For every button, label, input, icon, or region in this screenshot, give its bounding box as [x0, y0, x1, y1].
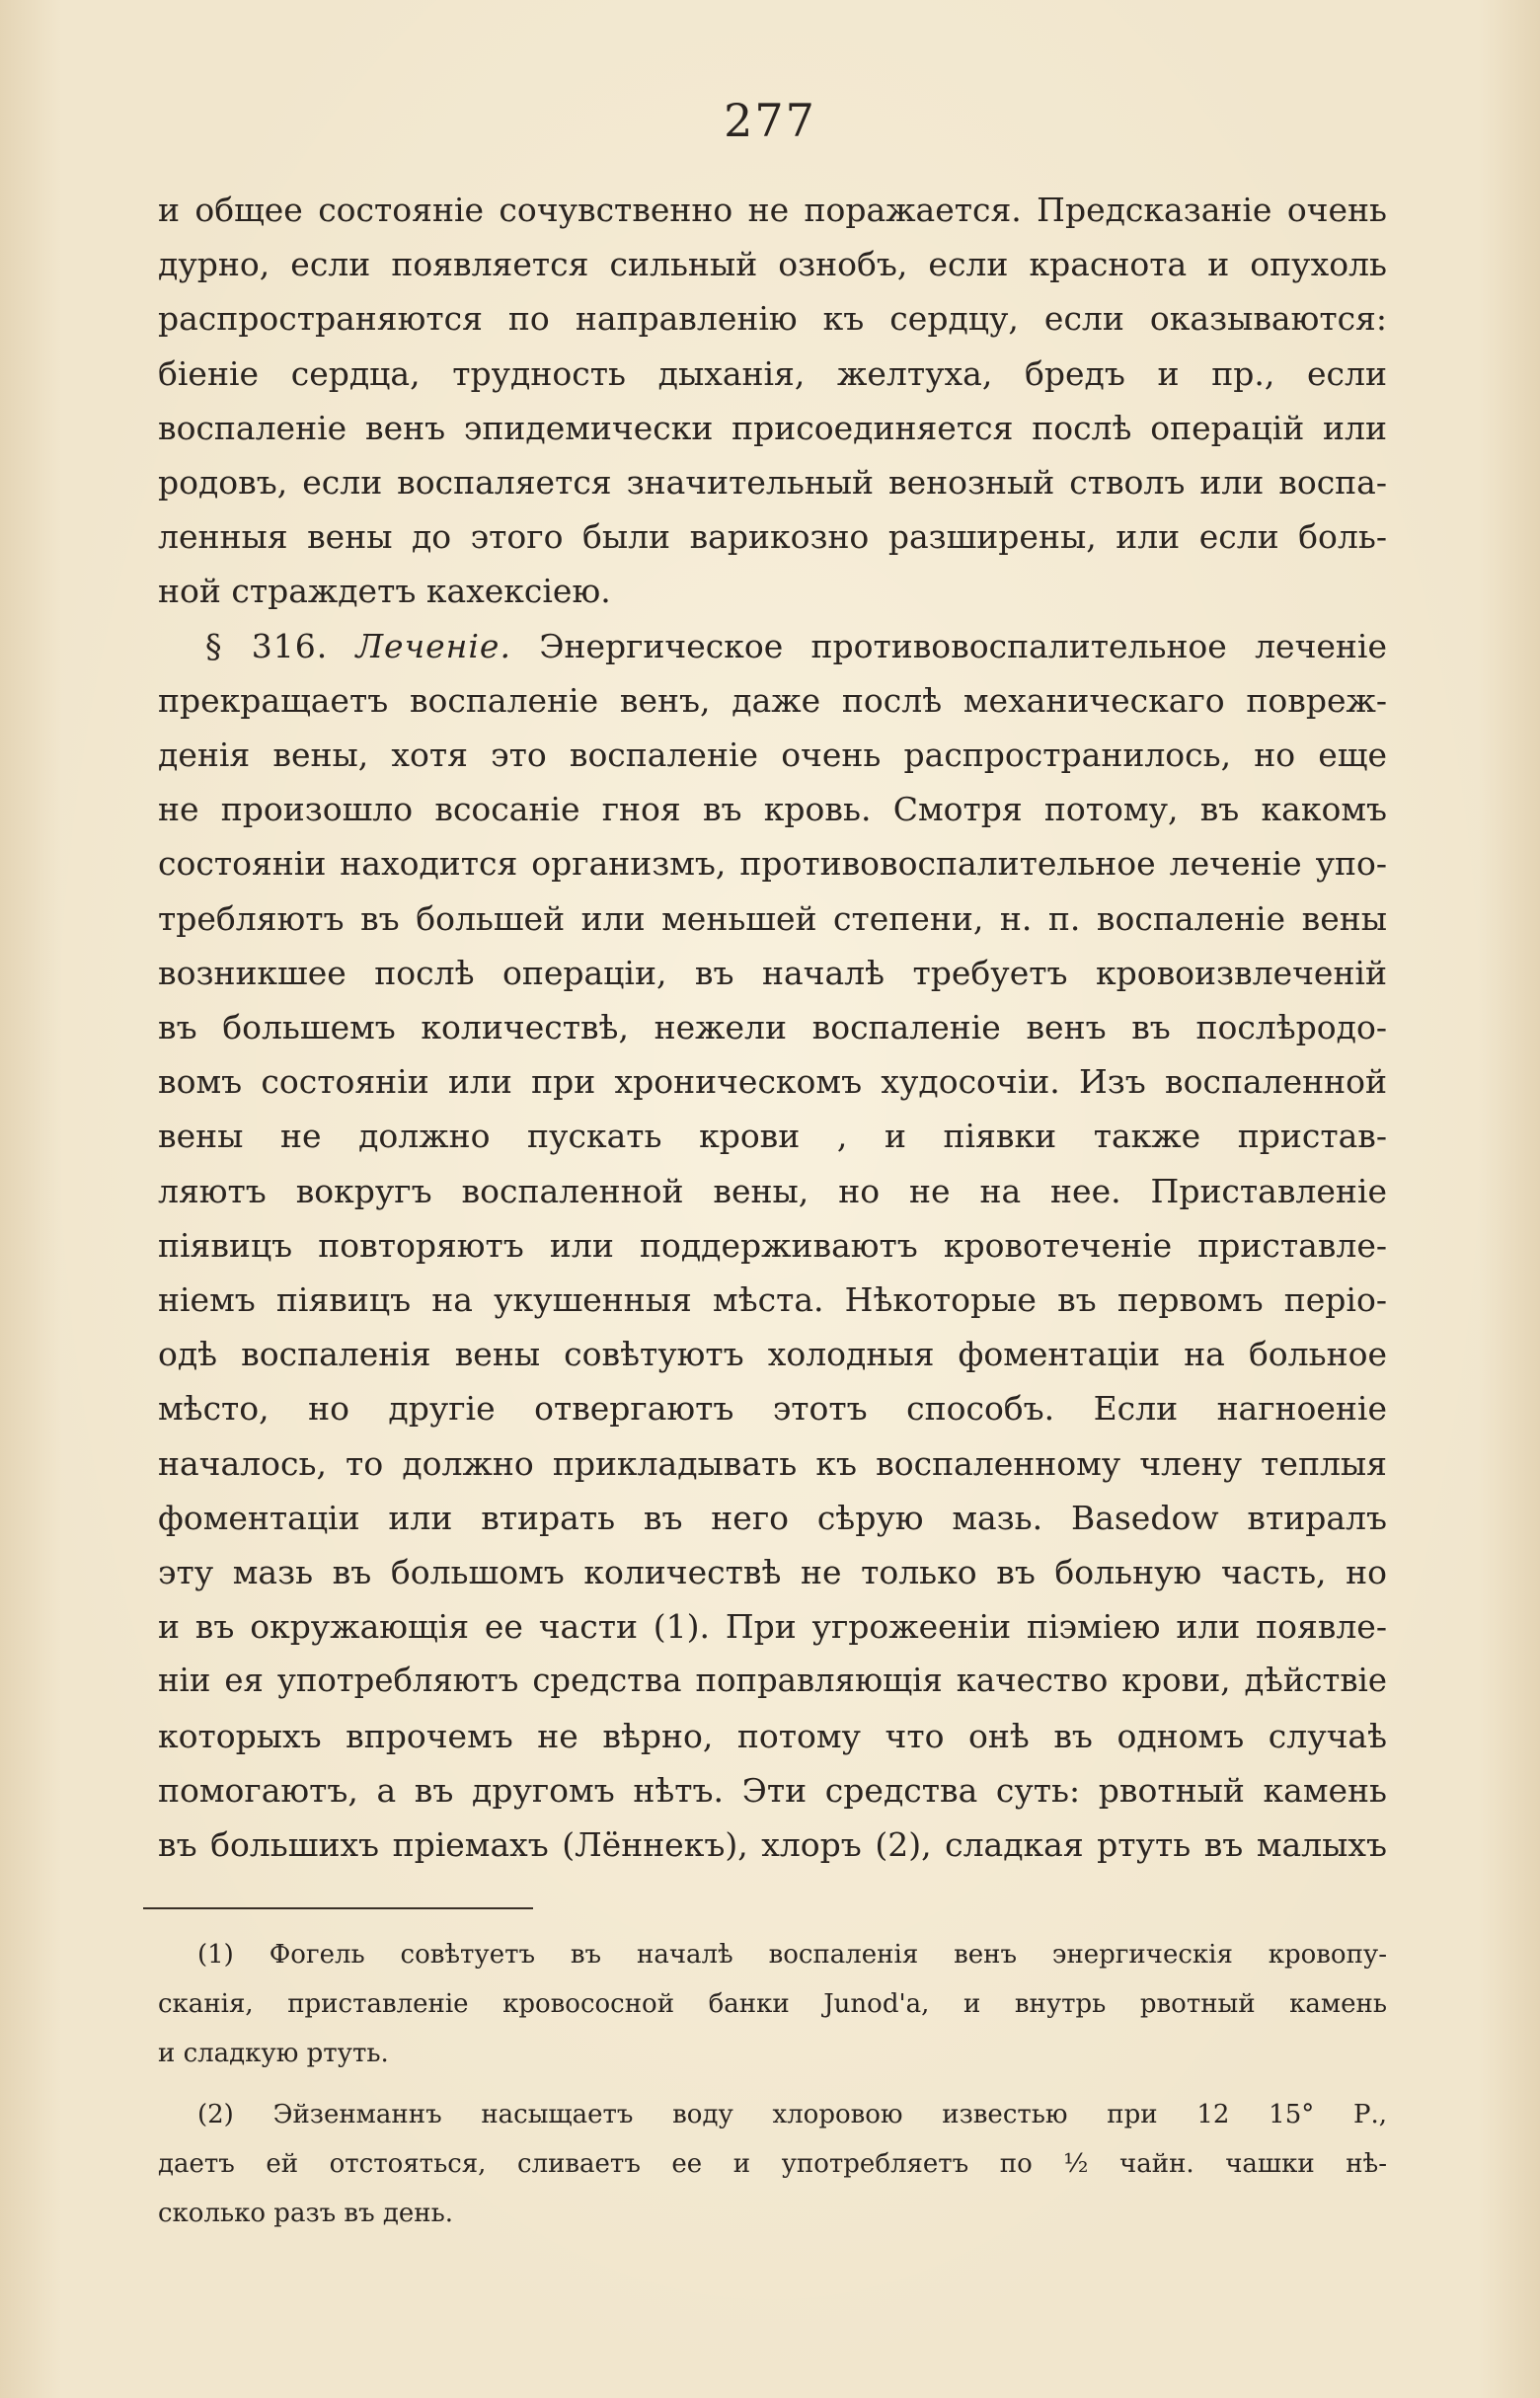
text-line: въ большихъ пріемахъ (Лённекъ), хлоръ (2), сладкая ртуть въ малыхъ	[158, 1825, 1387, 1865]
section-title: Леченіе.	[355, 626, 511, 665]
text-line: распространяются по направленію къ сердцу, если оказываются:	[158, 299, 1387, 339]
page-number: 277	[724, 94, 816, 147]
text-line: прекращаетъ воспаленіе венъ, даже послѣ механическаго повреж-	[158, 680, 1387, 720]
footnote-spacer	[158, 2078, 1387, 2090]
text-line: возникшее послѣ операціи, въ началѣ требуетъ кровоизвлеченій	[158, 953, 1387, 992]
text-line: піявицъ повторяютъ или поддерживаютъ кровотеченіе приставле-	[158, 1225, 1387, 1265]
text-line: эту мазь въ большомъ количествѣ не только въ больную часть, но	[158, 1553, 1387, 1592]
text-line: ніи ея употребляютъ средства поправляющія качество крови, дѣйствіе	[158, 1662, 1387, 1700]
text-line: мѣсто, но другіе отвергаютъ этотъ способъ. Если нагноеніе	[158, 1389, 1387, 1429]
footnote-2	[158, 2090, 1387, 2238]
footnote-line: (1) Фогель совѣтуетъ въ началѣ воспаленія венъ энергическія кровопу-	[197, 1940, 1387, 1970]
text-line: требляютъ въ большей или меньшей степени, н. п. воспаленіе вены	[158, 898, 1387, 938]
text-line: началось, то должно прикладывать къ воспаленному члену теплыя	[158, 1443, 1387, 1483]
text-line: біеніе сердца, трудность дыханія, желтуха, бредъ и пр., если	[158, 353, 1387, 393]
text-line: въ большемъ количествѣ, нежели воспаленіе венъ въ послѣродо-	[158, 1008, 1387, 1047]
text-line: и въ окружающія ее части (1). При угрожееніи піэміею или появле-	[158, 1607, 1387, 1647]
footnote-line: и сладкую ртуть.	[158, 2039, 389, 2068]
text-line: одѣ воспаленія вены совѣтуютъ холодныя фоментаціи на больное	[158, 1335, 1387, 1374]
text-line: не произошло всосаніе гноя въ кровь. Смотря потому, въ какомъ	[158, 790, 1387, 829]
text-line: и общее состояніе сочувственно не поражается. Предсказаніе очень	[158, 191, 1387, 229]
footnote-divider	[143, 1907, 533, 1909]
text-line: денія вены, хотя это воспаленіе очень распространилось, но еще	[158, 735, 1387, 775]
footnote-line: сканія, приставленіе кровососной банки Junod'а, и внутрь рвотный камень	[158, 1989, 1387, 2019]
footnote-line: сколько разъ въ день.	[158, 2199, 454, 2228]
text-line: вомъ состояніи или при хроническомъ худосочіи. Изъ воспаленной	[158, 1062, 1387, 1102]
section-heading-line	[158, 619, 1387, 673]
text-line: помогаютъ, а въ другомъ нѣтъ. Эти средства суть: рвотный камень	[158, 1770, 1387, 1810]
text-line: ленныя вены до этого были варикозно разширены, или если боль-	[158, 517, 1387, 557]
text-line: ніемъ піявицъ на укушенныя мѣста. Нѣкоторые въ первомъ періо-	[158, 1280, 1387, 1320]
text-line: ной страждетъ кахексіею.	[158, 572, 611, 611]
text-line: состояніи находится организмъ, противовоспалительное леченіе упо-	[158, 844, 1387, 884]
text-line: родовъ, если воспаляется значительный венозный стволъ или воспа-	[158, 463, 1387, 503]
text-line: дурно, если появляется сильный ознобъ, если краснота и опухоль	[158, 245, 1387, 284]
footnote-line: даетъ ей отстояться, сливаетъ ее и употребляетъ по ½ чайн. чашки нѣ-	[158, 2149, 1387, 2179]
text-line: которыхъ впрочемъ не вѣрно, потому что онѣ въ одномъ случаѣ	[158, 1716, 1387, 1755]
main-text	[158, 183, 1387, 1872]
text-line: фоментаціи или втирать въ него сѣрую мазь. Basedow втиралъ	[158, 1498, 1387, 1537]
text-line: воспаленіе венъ эпидемически присоединяется послѣ операцій или	[158, 408, 1387, 447]
section-first-line-text: Энергическое противовоспалительное леченіе	[539, 626, 1388, 665]
footnote-line: (2) Эйзенманнъ насыщаетъ воду хлоровою известью при 12 15° Р.,	[197, 2100, 1387, 2129]
text-line: ляютъ вокругъ воспаленной вены, но не на нее. Приставленіе	[158, 1171, 1387, 1210]
text-line: вены не должно пускать крови , и піявки также пристав-	[158, 1117, 1387, 1156]
footnote-1	[158, 1930, 1387, 2078]
section-number: § 316.	[205, 626, 329, 665]
footnotes	[158, 1930, 1387, 2238]
